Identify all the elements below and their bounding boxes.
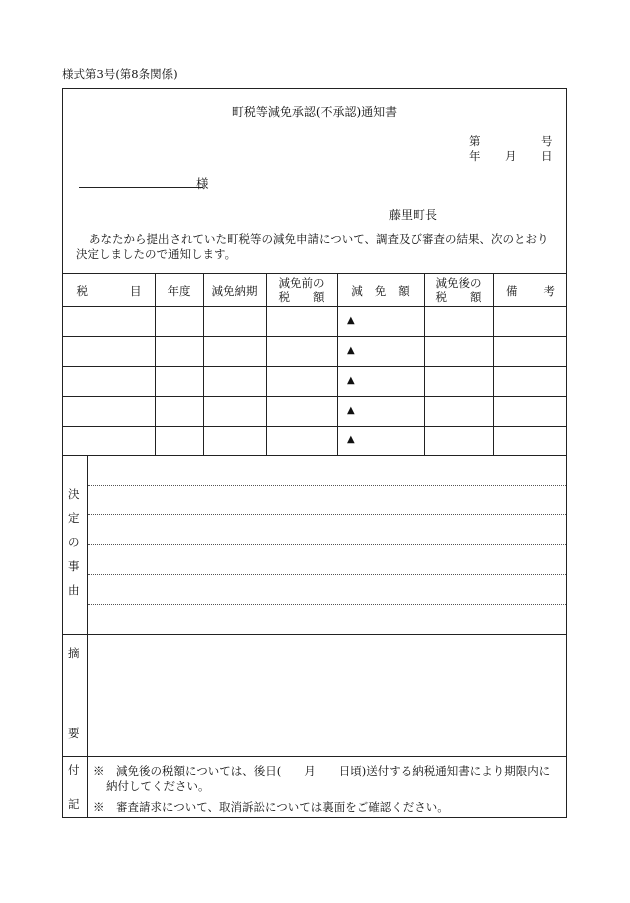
reduction-mark: ▲ xyxy=(347,434,355,445)
reason-writing-line xyxy=(88,544,566,545)
header-before-tax-1: 減免前の xyxy=(278,276,325,290)
note-2: ※ 審査請求について、取消訴訟については裏面をご確認ください。 xyxy=(93,800,449,814)
note-1-line-2: 納付してください。 xyxy=(106,779,210,793)
reason-writing-line xyxy=(88,574,566,575)
reduction-mark: ▲ xyxy=(347,375,355,386)
table-row-rule xyxy=(63,396,566,397)
header-before-tax xyxy=(266,276,337,304)
header-fiscal-year: 年度 xyxy=(167,284,191,298)
notes-label-char: 記 xyxy=(68,797,80,811)
header-tax-item-2: 目 xyxy=(130,284,142,298)
notice-body-line-2: 決定しましたので通知します。 xyxy=(76,247,237,261)
table-column-rule xyxy=(337,273,338,455)
reason-label-char: 由 xyxy=(68,583,80,597)
header-after-tax xyxy=(424,276,493,304)
reduction-mark: ▲ xyxy=(347,345,355,356)
reason-writing-line xyxy=(88,485,566,486)
reason-label-char: 事 xyxy=(68,559,80,573)
header-reduction-1: 減 xyxy=(351,284,363,298)
reason-writing-line xyxy=(88,604,566,605)
header-tax-item xyxy=(63,284,155,298)
date-day: 日 xyxy=(541,149,553,163)
reason-label-char: の xyxy=(68,535,80,549)
header-tax-item-1: 税 xyxy=(76,284,88,298)
table-column-rule xyxy=(203,273,204,455)
table-column-rule xyxy=(155,273,156,455)
issuer-name: 藤里町長 xyxy=(389,208,438,222)
notice-form xyxy=(62,88,567,818)
reduction-mark: ▲ xyxy=(347,315,355,326)
addressee-name-line xyxy=(79,187,203,188)
summary-label-char: 要 xyxy=(68,726,80,740)
header-remarks-2: 考 xyxy=(543,284,555,298)
summary-label-char: 摘 xyxy=(68,646,80,660)
summary-top-rule xyxy=(63,634,566,635)
notes-label-char: 付 xyxy=(68,763,80,777)
document-number-suffix: 号 xyxy=(541,134,553,148)
notice-body xyxy=(76,232,563,262)
date-year: 年 xyxy=(469,149,481,163)
table-row-rule xyxy=(63,366,566,367)
table-bottom-rule xyxy=(63,455,566,456)
table-column-rule xyxy=(493,273,494,455)
reduction-mark: ▲ xyxy=(347,405,355,416)
header-before-tax-2: 税 額 xyxy=(278,290,325,304)
addressee-honorific: 様 xyxy=(196,176,209,191)
header-after-tax-2: 税 額 xyxy=(435,290,482,304)
header-reduction-2: 免 xyxy=(374,284,387,298)
table-row-rule xyxy=(63,336,566,337)
header-reduction-amount xyxy=(337,284,424,298)
header-after-tax-1: 減免後の xyxy=(435,276,482,290)
form-number: 様式第3号(第8条関係) xyxy=(62,67,178,81)
header-remarks xyxy=(493,284,568,298)
table-row-rule xyxy=(63,426,566,427)
label-column-rule xyxy=(87,455,88,818)
reason-label-char: 決 xyxy=(68,487,80,501)
reason-label-char: 定 xyxy=(68,511,80,525)
notes-top-rule xyxy=(63,756,566,757)
header-remarks-1: 備 xyxy=(506,284,518,298)
table-top-rule xyxy=(63,273,566,274)
header-payment-period: 減免納期 xyxy=(211,284,258,298)
date-month: 月 xyxy=(505,149,517,163)
note-1 xyxy=(93,764,563,794)
document-number-prefix: 第 xyxy=(469,134,481,148)
document-title: 町税等減免承認(不承認)通知書 xyxy=(231,105,398,119)
header-reduction-3: 額 xyxy=(398,284,410,298)
reason-writing-line xyxy=(88,514,566,515)
note-1-line-1: ※ 減免後の税額については、後日( 月 日頃)送付する納税通知書により期限内に xyxy=(93,764,551,778)
notice-body-line-1: あなたから提出されていた町税等の減免申請について、調査及び審査の結果、次のとおり xyxy=(89,232,549,246)
table-header-rule xyxy=(63,306,566,307)
